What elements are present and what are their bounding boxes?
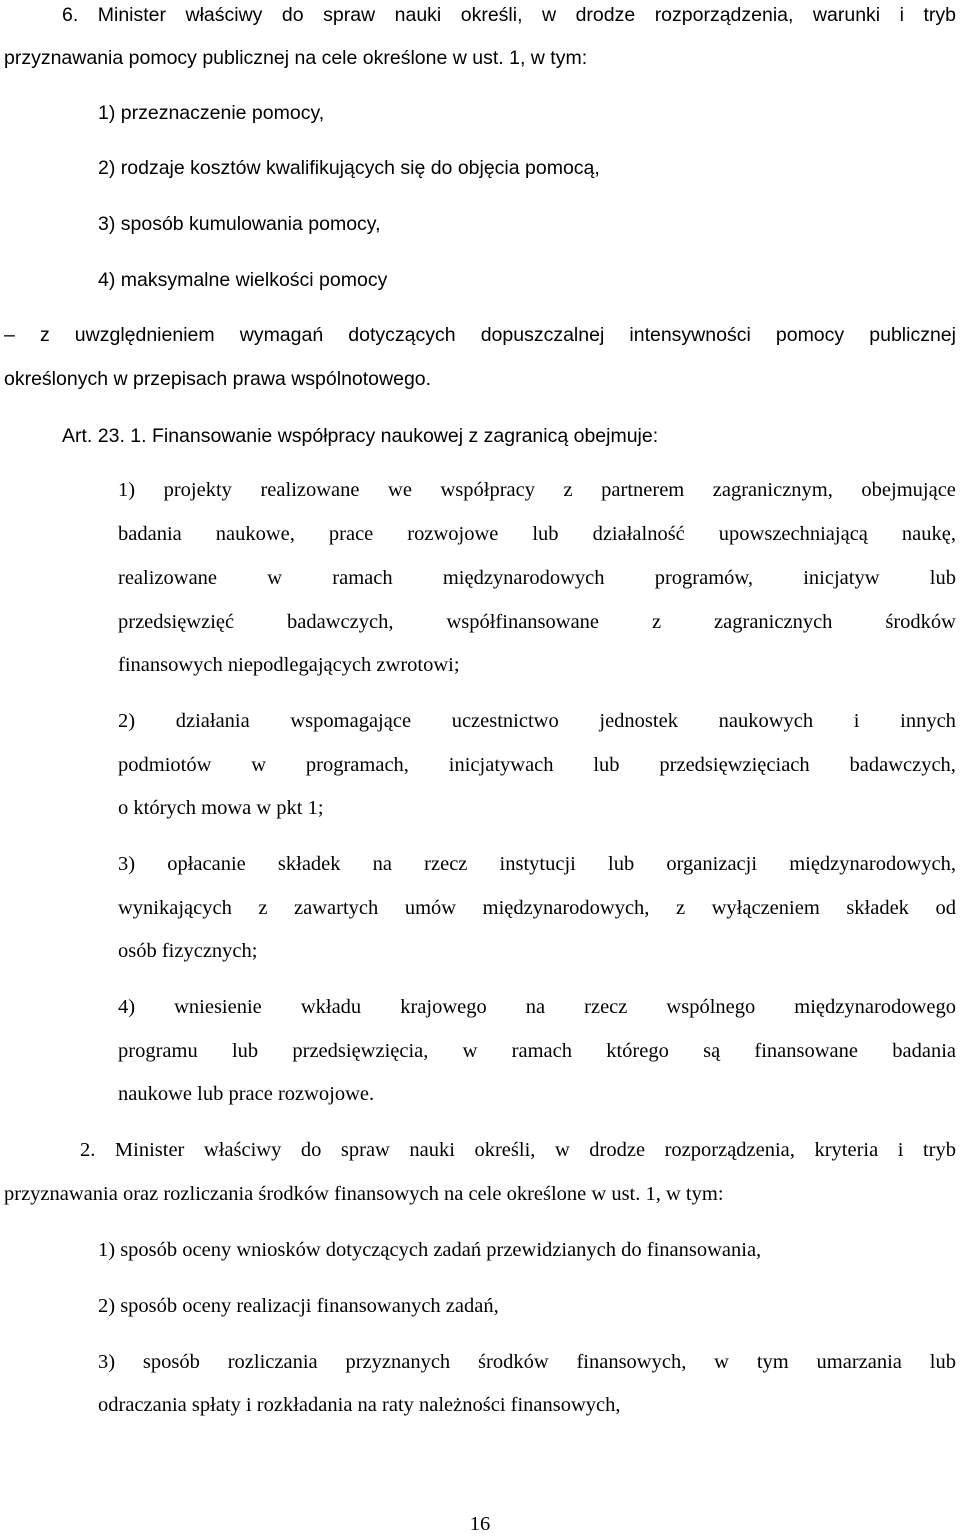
- art23-paragraph-2-item-3-line: odraczania spłaty i rozkładania na raty należności finansowych,: [98, 1394, 621, 1416]
- word: Minister: [114, 1139, 185, 1161]
- list-item: 1) przeznaczenie pomocy,: [98, 102, 325, 124]
- word: z: [563, 479, 573, 501]
- word: naukę,: [901, 523, 956, 545]
- word: inicjatyw: [803, 567, 880, 589]
- word: innych: [900, 710, 956, 732]
- art23-item-3-line: [118, 851, 956, 877]
- word: sposób: [142, 1351, 200, 1373]
- word: naukowych: [718, 710, 814, 732]
- word: i: [897, 1139, 904, 1161]
- word: drodze: [575, 4, 636, 26]
- word: i: [853, 710, 860, 732]
- word: programach,: [305, 754, 409, 776]
- word: właściwy: [185, 4, 263, 26]
- word: realizowane: [118, 567, 218, 589]
- word: umów: [404, 897, 457, 919]
- word: wymagań: [239, 324, 324, 346]
- word: z: [258, 897, 268, 919]
- art23-item-3-line: osób fizycznych;: [118, 940, 258, 962]
- word: obejmujące: [861, 479, 956, 501]
- word: rzecz: [424, 853, 468, 875]
- art23-item-4-line: [118, 994, 956, 1020]
- word: lub: [608, 853, 635, 875]
- word: badawczych,: [287, 611, 394, 633]
- word: badania: [892, 1040, 956, 1062]
- article-23-heading: Art. 23. 1. Finansowanie współpracy naukowej z zagranicą obejmuje:: [62, 425, 659, 447]
- word: uwzględnieniem: [74, 324, 215, 346]
- word: z: [675, 897, 686, 919]
- word: opłacanie: [167, 853, 246, 875]
- word: uczestnictwo: [451, 710, 559, 732]
- word: –: [4, 324, 15, 346]
- art23-item-4-line: naukowe lub prace rozwojowe.: [118, 1083, 375, 1105]
- word: lub: [929, 567, 956, 589]
- word: publicznej: [869, 324, 956, 346]
- word: od: [935, 897, 956, 919]
- word: instytucji: [499, 853, 576, 875]
- word: w: [462, 1040, 478, 1062]
- word: wniesienie: [174, 996, 262, 1018]
- word: rozliczania: [227, 1351, 318, 1373]
- word: wspomagające: [290, 710, 412, 732]
- word: tryb: [923, 4, 956, 26]
- word: spraw: [340, 1139, 390, 1161]
- word: spraw: [323, 4, 376, 26]
- word: we: [388, 479, 412, 501]
- word: współfinansowane: [446, 611, 600, 633]
- word: wynikających: [118, 897, 232, 919]
- word: dopuszczalnej: [480, 324, 605, 346]
- word: w: [554, 1139, 570, 1161]
- art23-item-3-line: [118, 895, 956, 921]
- word: lub: [231, 1040, 259, 1062]
- word: 2.: [80, 1139, 96, 1161]
- word: z: [651, 611, 662, 633]
- word: środków: [885, 611, 956, 633]
- word: międzynarodowych,: [482, 897, 650, 919]
- word: międzynarodowych,: [789, 853, 956, 875]
- word: właściwy: [203, 1139, 282, 1161]
- list-item: 2) rodzaje kosztów kwalifikujących się do objęcia pomocą,: [98, 157, 600, 179]
- word: finansowane: [754, 1040, 859, 1062]
- word: realizowane: [260, 479, 360, 501]
- word: projekty: [163, 479, 232, 501]
- word: organizacji: [666, 853, 758, 875]
- word: drodze: [589, 1139, 646, 1161]
- word: ramach: [332, 567, 393, 589]
- word: zawartych: [294, 897, 379, 919]
- word: rozwojowe: [407, 523, 499, 545]
- word: zagranicznym,: [712, 479, 833, 501]
- art23-item-2-line: [118, 752, 956, 778]
- art23-item-4-line: [118, 1038, 956, 1064]
- word: do: [300, 1139, 322, 1161]
- word: wyłączeniem: [711, 897, 820, 919]
- paragraph-6-line-1: [62, 2, 956, 28]
- word: działalność: [592, 523, 685, 545]
- word: składek: [277, 853, 341, 875]
- word: lub: [532, 523, 559, 545]
- word: przyznanych: [345, 1351, 451, 1373]
- word: prace: [328, 523, 374, 545]
- art23-item-2-line: o których mowa w pkt 1;: [118, 797, 324, 819]
- art23-paragraph-2-item: 1) sposób oceny wniosków dotyczących zadań przewidzianych do finansowania,: [98, 1239, 762, 1261]
- word: ramach: [511, 1040, 572, 1062]
- word: składek: [846, 897, 909, 919]
- word: 3): [118, 853, 136, 875]
- word: programu: [118, 1040, 198, 1062]
- word: rozporządzenia,: [664, 1139, 795, 1161]
- word: pomocy: [775, 324, 845, 346]
- word: w: [542, 4, 557, 26]
- word: przedsięwzięcia,: [292, 1040, 429, 1062]
- list-item: 3) sposób kumulowania pomocy,: [98, 213, 381, 235]
- word: Minister: [97, 4, 167, 26]
- word: finansowych,: [576, 1351, 687, 1373]
- word: 3): [98, 1351, 116, 1373]
- word: przedsięwzięciach: [659, 754, 810, 776]
- word: międzynarodowego: [794, 996, 956, 1018]
- word: intensywności: [629, 324, 751, 346]
- word: rozporządzenia,: [654, 4, 794, 26]
- word: badania: [118, 523, 182, 545]
- word: lub: [593, 754, 620, 776]
- word: współpracy: [440, 479, 535, 501]
- word: dotyczących: [348, 324, 456, 346]
- word: 6.: [62, 4, 79, 26]
- paragraph-6-tail-line-1: [4, 322, 956, 348]
- word: do: [281, 4, 304, 26]
- paragraph-6-line-2: przyznawania pomocy publicznej na cele określone w ust. 1, w tym:: [4, 47, 588, 69]
- word: nauki: [394, 4, 442, 26]
- art23-item-1-line: [118, 477, 956, 503]
- word: środków: [478, 1351, 549, 1373]
- art23-paragraph-2-line-2: przyznawania oraz rozliczania środków finansowych na cele określone w ust. 1, w tym:: [4, 1183, 724, 1205]
- list-item: 4) maksymalne wielkości pomocy: [98, 269, 388, 291]
- page-number: 16: [469, 1513, 491, 1535]
- word: badawczych,: [849, 754, 956, 776]
- word: programów,: [654, 567, 754, 589]
- word: inicjatywach: [448, 754, 554, 776]
- word: i: [899, 4, 904, 26]
- word: zagranicznych: [714, 611, 833, 633]
- word: jednostek: [599, 710, 678, 732]
- word: upowszechniającą: [718, 523, 868, 545]
- word: umarzania: [816, 1351, 902, 1373]
- word: partnerem: [601, 479, 685, 501]
- word: rzecz: [584, 996, 628, 1018]
- word: kryteria: [814, 1139, 879, 1161]
- word: wkładu: [300, 996, 362, 1018]
- word: w: [251, 754, 267, 776]
- word: lub: [929, 1351, 956, 1373]
- art23-paragraph-2-item-3-line: [98, 1349, 956, 1375]
- word: przedsięwzięć: [118, 611, 235, 633]
- word: którego: [606, 1040, 669, 1062]
- word: 2): [118, 710, 136, 732]
- word: warunki: [812, 4, 881, 26]
- word: określi,: [460, 4, 523, 26]
- paragraph-6-tail-line-2: określonych w przepisach prawa wspólnotowego.: [4, 368, 432, 390]
- word: w: [714, 1351, 729, 1373]
- art23-paragraph-2-item: 2) sposób oceny realizacji finansowanych zadań,: [98, 1295, 499, 1317]
- word: 1): [118, 479, 136, 501]
- word: tryb: [922, 1139, 956, 1161]
- word: wspólnego: [666, 996, 756, 1018]
- word: nauki: [409, 1139, 455, 1161]
- word: są: [703, 1040, 721, 1062]
- art23-paragraph-2-line-1: [80, 1137, 956, 1163]
- word: w: [267, 567, 283, 589]
- art23-item-1-line: finansowych niepodlegających zwrotowi;: [118, 654, 460, 676]
- word: międzynarodowych: [442, 567, 605, 589]
- word: naukowe,: [215, 523, 295, 545]
- art23-item-1-line: [118, 609, 956, 635]
- art23-item-1-line: [118, 565, 956, 591]
- word: działania: [175, 710, 250, 732]
- word: tym: [756, 1351, 789, 1373]
- word: 4): [118, 996, 136, 1018]
- word: krajowego: [400, 996, 487, 1018]
- word: określi,: [474, 1139, 536, 1161]
- word: z: [39, 324, 50, 346]
- word: na: [372, 853, 393, 875]
- word: podmiotów: [118, 754, 212, 776]
- art23-item-2-line: [118, 708, 956, 734]
- word: na: [525, 996, 546, 1018]
- art23-item-1-line: [118, 521, 956, 547]
